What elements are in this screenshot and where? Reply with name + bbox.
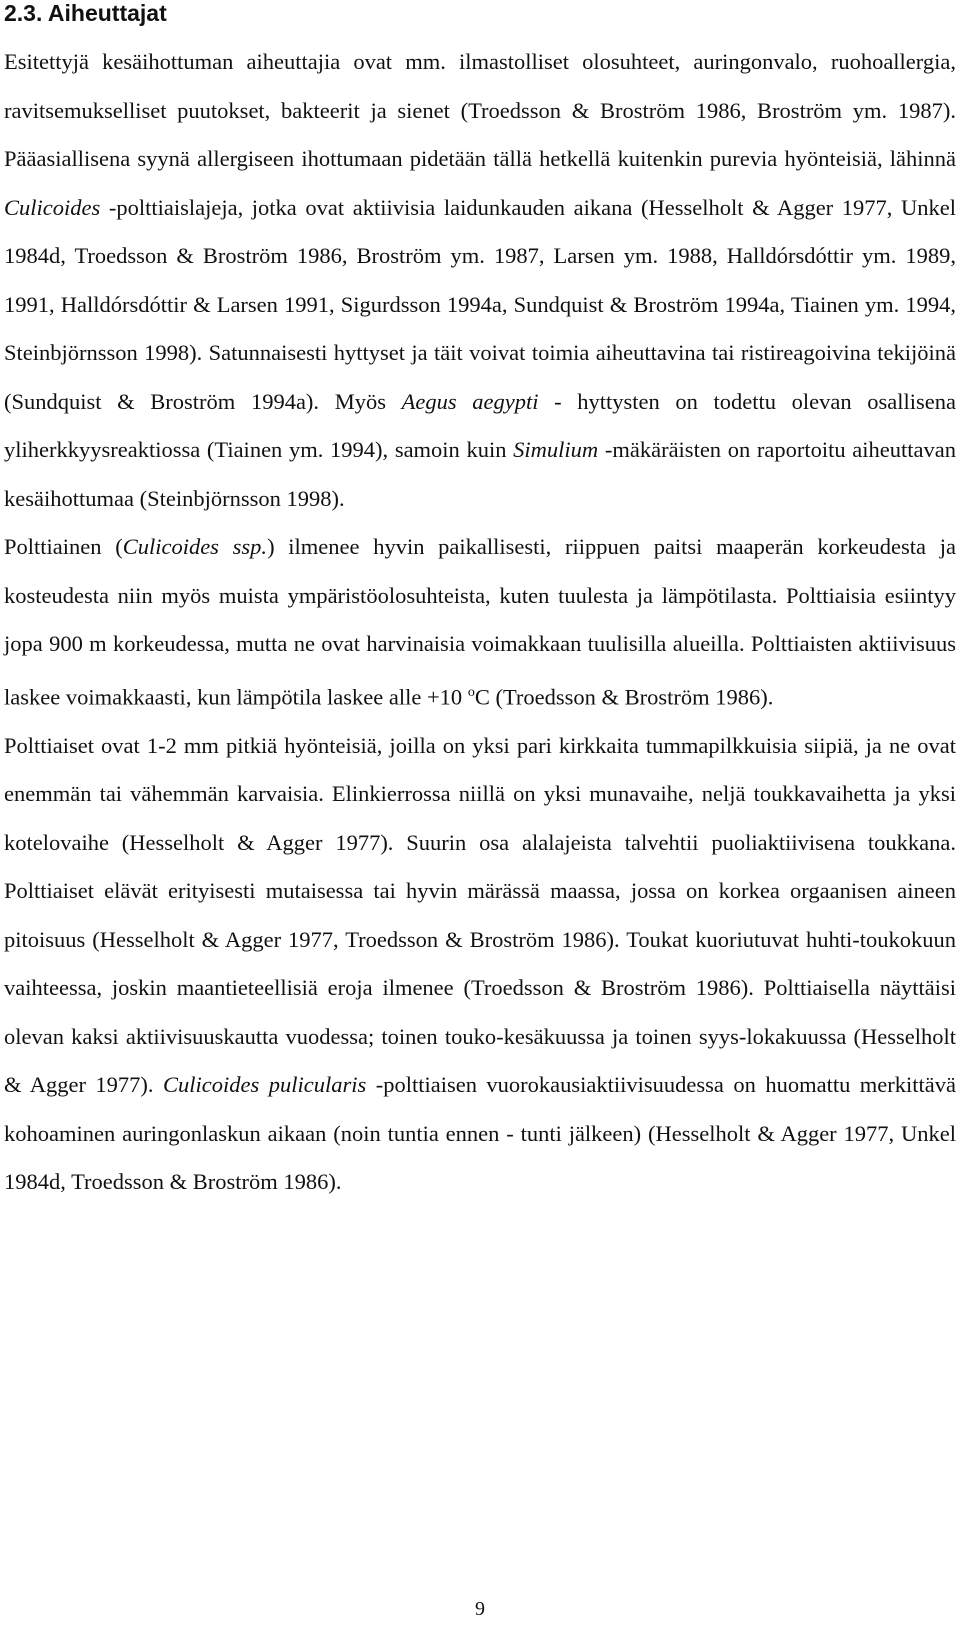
text-run: -mäkäräisten on raportoitu aiheuttavan kesäihottumaa (Steinbjörnsson 1998).	[4, 437, 956, 511]
text-run: Polttiainen (	[4, 534, 123, 559]
page-number: 9	[475, 1598, 485, 1620]
text-run: C (Troedsson & Broström 1986).	[474, 684, 774, 709]
text-run: -polttiaislajeja, jotka ovat aktiivisia laidunkauden aikana (Hesselholt & Agger 1977, Unkel 1984d, Troedsson & Broström 1986, Broström ym. 1987, Larsen ym. 1988, Halldórsdóttir ym. 1989, 1991, Halldórsdóttir & Larsen 1991, Sigurdsson 1994a, Sundquist & Broström 1994a, Tiainen ym. 1994, Steinbjörnsson 1998). Satunnaisesti hyttyset ja täit voivat toimia aiheuttavina tai ristireagoivina tekijöinä (Sundquist & Broström 1994a). Myös	[4, 194, 956, 414]
text-run: -polttiaisen vuorokausiaktiivisuudessa on huomattu merkittävä kohoaminen auringonlaskun aikaan (noin tuntia ennen - tunti jälkeen) (Hesselholt & Agger 1977, Unkel 1984d, Troedsson & Broström 1986).	[4, 1072, 956, 1194]
italic-term: Aegus aegypti	[401, 388, 539, 414]
text-run: Polttiaiset ovat 1-2 mm pitkiä hyönteisiä, joilla on yksi pari kirkkaita tummapilkkuisia siipiä, ja ne ovat enemmän tai vähemmän karvaisia. Elinkierrossa niillä on yksi munavaihe, neljä toukkavaihetta ja yksi kotelovaihe (Hesselholt & Agger 1977). Suurin osa alalajeista talvehtii puoliaktiivisena toukkana. Polttiaiset elävät erityisesti mutaisessa tai hyvin märässä maassa, jossa on korkea orgaanisen aineen pitoisuus (Hesselholt & Agger 1977, Troedsson & Broström 1986). Toukat kuoriutuvat huhti-toukokuun vaihteessa, joskin maantieteellisiä eroja ilmenee (Troedsson & Broström 1986). Polttiaisella näyttäisi olevan kaksi aktiivisuuskautta vuodessa; toinen touko-kesäkuussa ja toinen syys-lokakuussa (Hesselholt & Agger 1977).	[4, 732, 956, 1097]
italic-term: Culicoides ssp.	[122, 534, 268, 559]
italic-term: Simulium	[513, 437, 599, 462]
paragraph	[4, 523, 956, 722]
paragraph	[4, 38, 956, 523]
section-body	[4, 38, 956, 1207]
italic-term: Culicoides pulicularis	[163, 1072, 367, 1097]
text-run: ) ilmenee hyvin paikallisesti, riippuen paitsi maaperän korkeudesta ja kosteudesta niin myös muista ympäristöolosuhteista, kuten tuulesta ja lämpötilasta. Polttiaisia esiintyy jopa 900 m korkeudessa, mutta ne ovat harvinaisia voimakkaan tuulisilla alueilla. Polttiaisten aktiivisuus laskee voimakkaasti, kun lämpötila laskee alle +10	[4, 534, 956, 709]
italic-term: Culicoides	[4, 194, 101, 220]
section-heading: 2.3. Aiheuttajat	[4, 0, 167, 26]
superscript: o	[467, 684, 475, 700]
text-run: - hyttysten on todettu olevan osallisena yliherkkyysreaktiossa (Tiainen ym. 1994), samoin kuin	[4, 388, 956, 462]
paragraph	[4, 722, 956, 1207]
text-run: Esitettyjä kesäihottuman aiheuttajia ovat mm. ilmastolliset olosuhteet, auringonvalo, ruohoallergia, ravitsemukselliset puutokset, bakteerit ja sienet (Troedsson & Broström 1986, Broström ym. 1987). Pääasiallisena syynä allergiseen ihottumaan pidetään tällä hetkellä kuitenkin purevia hyönteisiä, lähinnä	[4, 49, 956, 171]
